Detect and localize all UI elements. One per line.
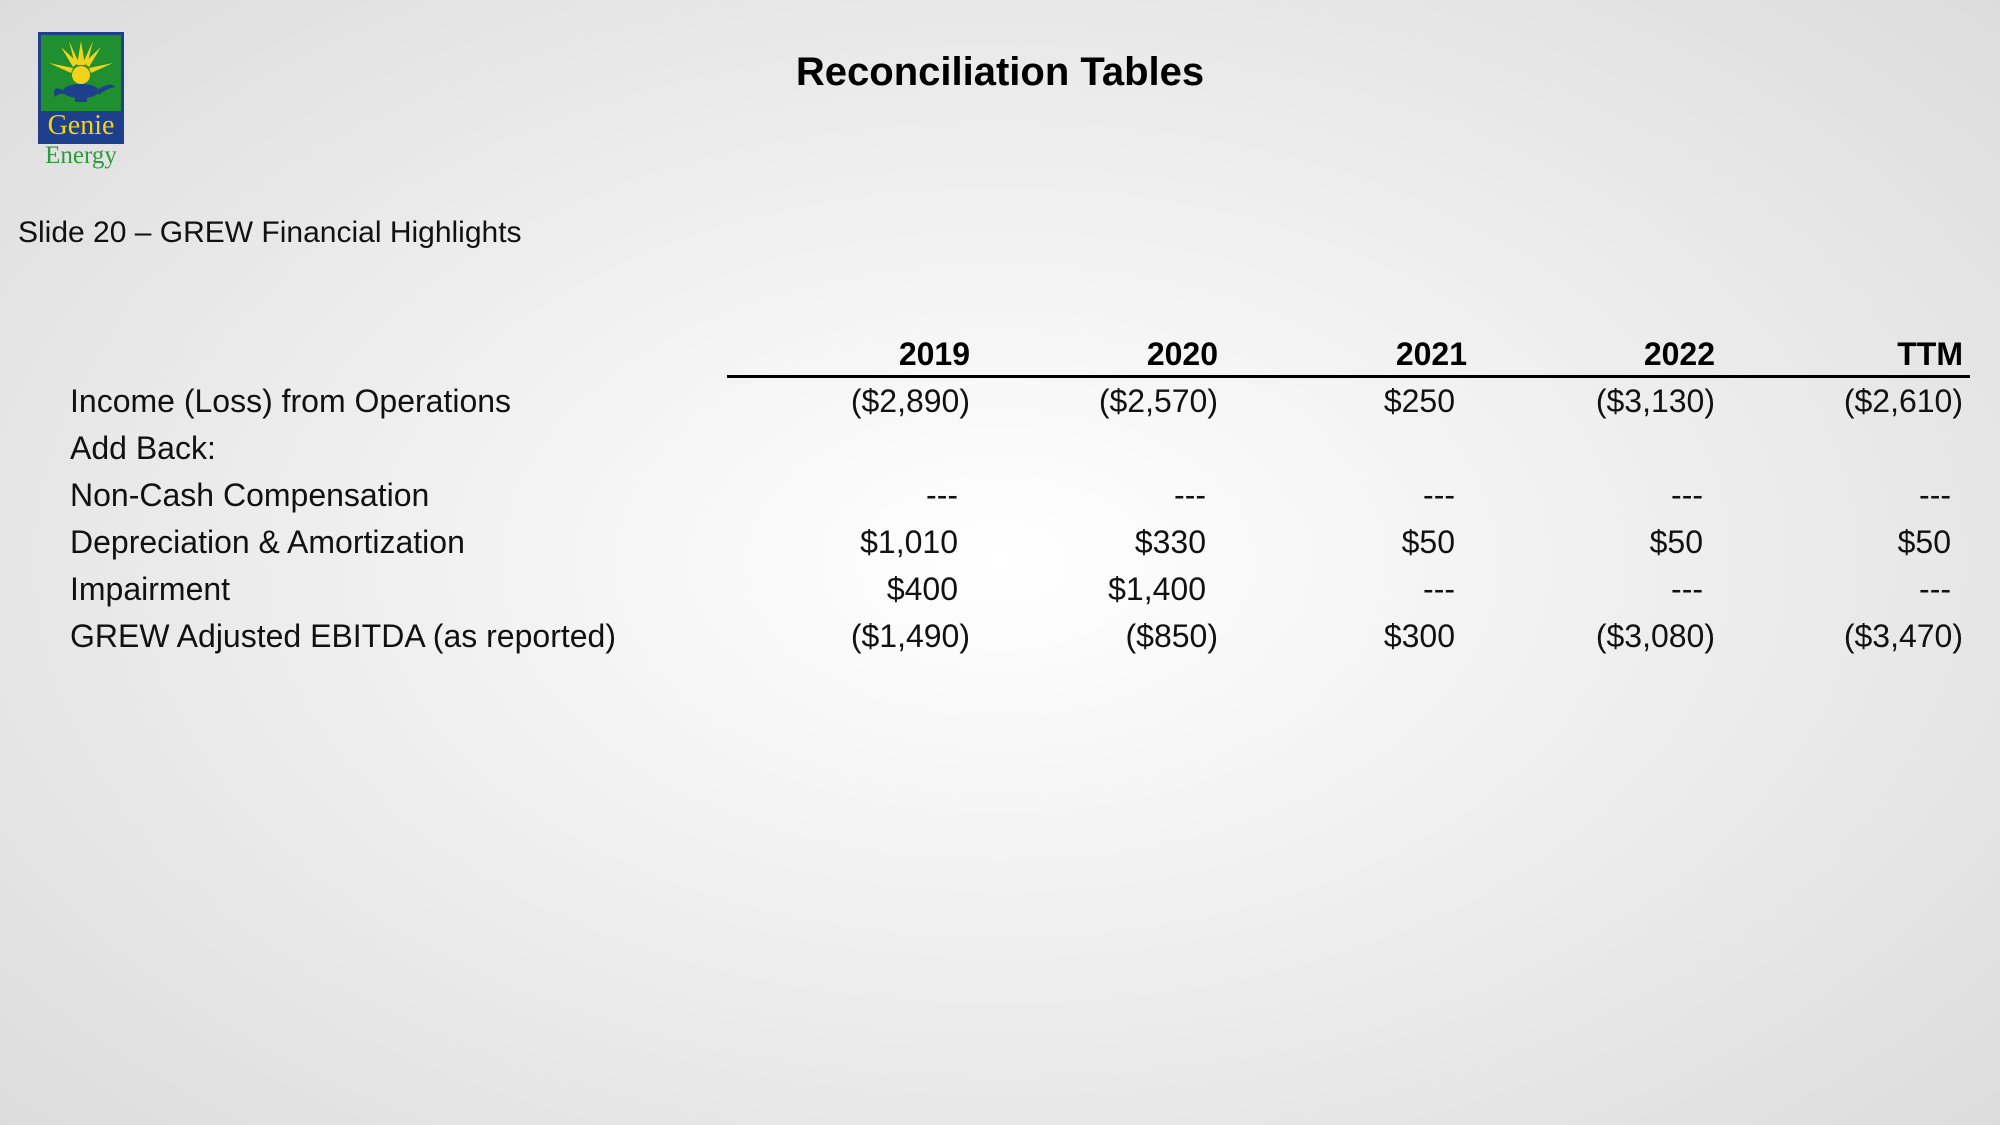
table-cell: ($2,570)	[1098, 383, 1218, 419]
column-header-2022: 2022	[1643, 336, 1715, 372]
table-cell: ($3,470)	[1843, 618, 1963, 654]
table-cell: $400	[886, 571, 958, 607]
table-cell: ---	[1423, 571, 1455, 607]
row-label-depreciation-amortization: Depreciation & Amortization	[70, 524, 465, 560]
row-label-income-loss: Income (Loss) from Operations	[70, 383, 512, 419]
table-cell: ---	[926, 477, 958, 513]
table-cell: ---	[1919, 571, 1951, 607]
table-cell: ---	[1671, 477, 1703, 513]
table-cell: $300	[1383, 618, 1455, 654]
table-cell: ---	[1919, 477, 1951, 513]
table-cell: ($1,490)	[850, 618, 970, 654]
page-title: Reconciliation Tables	[795, 50, 1205, 94]
table-cell: ($850)	[1125, 618, 1218, 654]
table-cell: $50	[1401, 524, 1455, 560]
table-cell: $250	[1383, 383, 1455, 419]
table-cell: $50	[1897, 524, 1951, 560]
logo-text-genie: Genie	[41, 111, 121, 141]
table-cell: $1,400	[1108, 571, 1206, 607]
table-cell: $50	[1649, 524, 1703, 560]
row-label-impairment: Impairment	[70, 571, 231, 607]
table-cell: ($3,080)	[1595, 618, 1715, 654]
column-header-2020: 2020	[1146, 336, 1218, 372]
table-cell: ($2,890)	[850, 383, 970, 419]
header-rule	[727, 375, 1970, 378]
table-cell: $330	[1134, 524, 1206, 560]
row-label-non-cash-compensation: Non-Cash Compensation	[70, 477, 430, 513]
table-cell: ($3,130)	[1595, 383, 1715, 419]
slide-subtitle: Slide 20 – GREW Financial Highlights	[18, 216, 522, 249]
table-cell: ---	[1671, 571, 1703, 607]
column-header-ttm: TTM	[1897, 336, 1963, 372]
row-label-add-back: Add Back:	[70, 430, 216, 466]
row-label-adjusted-ebitda: GREW Adjusted EBITDA (as reported)	[70, 618, 616, 654]
table-cell: $1,010	[860, 524, 958, 560]
column-header-2021: 2021	[1395, 336, 1467, 372]
logo-text-energy: Energy	[45, 142, 117, 169]
table-cell: ---	[1174, 477, 1206, 513]
table-cell: ---	[1423, 477, 1455, 513]
column-header-2019: 2019	[898, 336, 970, 372]
table-cell: ($2,610)	[1843, 383, 1963, 419]
